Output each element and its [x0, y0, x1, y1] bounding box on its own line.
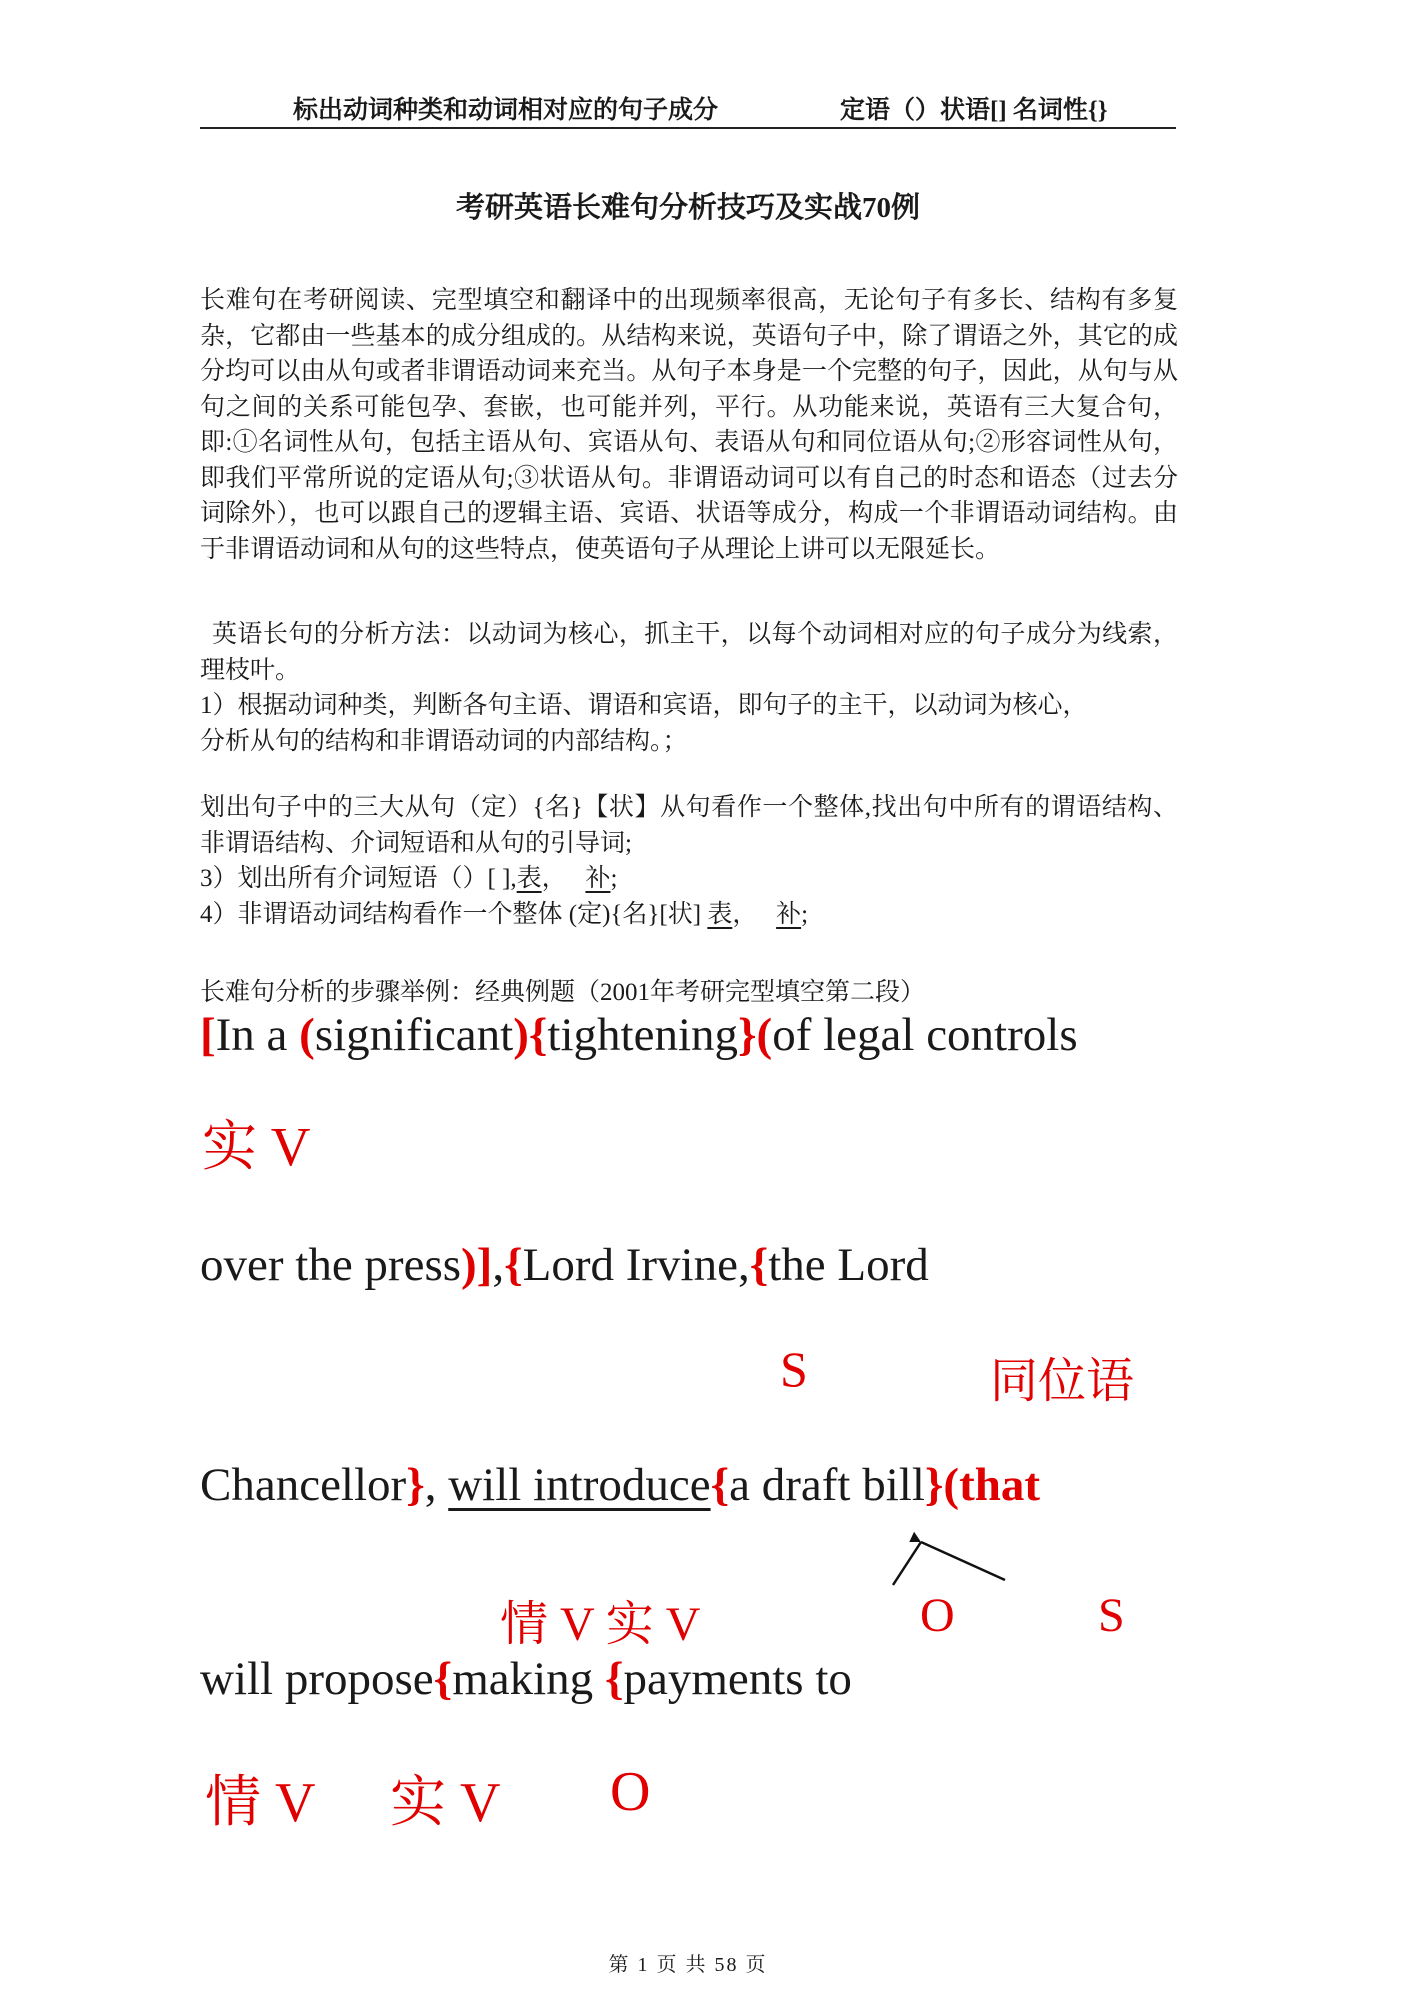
red-open-brace4: { — [710, 1459, 730, 1511]
example-sentence-line2 — [200, 1238, 929, 1292]
intro-paragraph: 长难句在考研阅读、完型填空和翻译中的出现频率很高，无论句子有多长、结构有多复杂，它都由一些基本的成分组成的。从结构来说，英语句子中，除了谓语之外，其它的成分均可以由从句或者非谓语动词来充当。从句子本身是一个完整的句子，因此，从句与从句之间的关系可能包孕、套嵌，也可能并列，平行。从功能来说，英语有三大复合句，即:①名词性从句，包括主语从句、宾语从句、表语从句和同位语从句;②形容词性从句，即我们平常所说的定语从句;③状语从句。非谓语动词可以有自己的时态和语态（过去分词除外），也可以跟自己的逻辑主语、宾语、状语等成分，构成一个非谓语动词结构。由于非谓语动词和从句的这些特点，使英语句子从理论上讲可以无限延长。 — [200, 287, 1178, 563]
text-in-a: In a — [215, 1009, 300, 1061]
red-open-paren: ( — [299, 1009, 315, 1061]
step4-biao-underlined: 表 — [707, 900, 733, 928]
annotation-qing-v: 情 V — [205, 1772, 316, 1834]
red-open-brace5: { — [433, 1653, 453, 1705]
method-step1-line2: 分析从句的结构和非谓语动词的内部结构。； — [200, 727, 688, 755]
red-close-brace2: } — [406, 1459, 425, 1511]
annotation-qing-v-shi-v: 情 V 实 V — [500, 1598, 701, 1651]
step3-biao-underlined: 表 — [516, 865, 542, 892]
header-right-text: 定语（）状语[] 名词性{} — [840, 97, 1108, 124]
method-step1-line1: 1）根据动词种类，判断各句主语、谓语和宾语，即句子的主干，以动词为核心， — [200, 692, 1088, 719]
step3-end: ; — [610, 865, 618, 892]
annotation-apposition: 同位语 — [990, 1355, 1135, 1408]
red-open-brace3: { — [749, 1239, 769, 1291]
text-lord-irvine: Lord Irvine, — [522, 1239, 750, 1291]
step3-prefix: 3）划出所有介词短语（）[ ], — [200, 865, 517, 892]
text-tightening: tightening — [547, 1009, 739, 1061]
annotation-shi-v: 实 V — [202, 1116, 311, 1177]
red-open-bracket: [ — [200, 1009, 216, 1061]
red-close-paren: ) — [513, 1009, 529, 1061]
step3-mid: ， — [541, 865, 586, 892]
text-of-legal-controls: of legal controls — [772, 1009, 1078, 1061]
text-comma-space: , — [424, 1459, 449, 1511]
text-chancellor: Chancellor — [200, 1459, 407, 1511]
example-sentence-line1 — [200, 1008, 1078, 1062]
clause-rule-text: 划出句子中的三大从句（定）{名}【状】从句看作一个整体,找出句中所有的谓语结构、非谓语结构、介词短语和从句的引导词; — [200, 794, 1178, 857]
step4-prefix: 4）非谓语动词结构看作一个整体 (定){名}[状] — [200, 900, 708, 928]
red-close-paren-bracket: )] — [461, 1239, 493, 1291]
text-making: making — [452, 1653, 605, 1705]
step4-end: ; — [801, 900, 809, 928]
annotation-object-o: O — [920, 1589, 955, 1642]
text-will-introduce-underlined: will introduce — [448, 1459, 711, 1511]
annotation-subject-s2: S — [1098, 1589, 1125, 1642]
rules-paragraph — [200, 790, 1178, 932]
pointer-arrow — [880, 1520, 1040, 1595]
step3-bu-underlined: 补 — [585, 865, 611, 892]
text-a-draft-bill: a draft bill — [729, 1459, 925, 1511]
header-rule — [200, 127, 1176, 129]
red-open-paren-that: (that — [943, 1459, 1041, 1511]
text-payments-to: payments to — [623, 1653, 852, 1705]
text-over-the-press: over the press — [200, 1239, 462, 1291]
red-open-paren2: ( — [756, 1009, 773, 1061]
method-paragraph — [200, 617, 1178, 759]
rule-step4 — [200, 897, 1178, 933]
page-title: 考研英语长难句分析技巧及实战70例 — [455, 192, 920, 224]
red-open-brace6: { — [604, 1653, 624, 1705]
red-open-brace2: { — [504, 1239, 523, 1291]
example-sentence-line3 — [200, 1458, 1040, 1512]
text-will-propose: will propose — [200, 1653, 434, 1705]
text-significant: significant — [314, 1009, 514, 1061]
method-line: 英语长句的分析方法：以动词为核心，抓主干，以每个动词相对应的句子成分为线索，理枝叶。 — [200, 621, 1178, 684]
rule-step3 — [200, 861, 1178, 897]
step4-bu-underlined: 补 — [776, 900, 802, 928]
text-the-lord: the Lord — [768, 1239, 929, 1291]
red-open-brace: { — [528, 1009, 548, 1061]
annotation-object-o2: O — [610, 1761, 651, 1823]
annotation-subject-s: S — [780, 1341, 808, 1397]
page-number-footer: 第 1 页 共 58 页 — [608, 1954, 768, 1976]
header-left-text: 标出动词种类和动词相对应的句子成分 — [293, 97, 719, 124]
annotation-shi-v2: 实 V — [390, 1772, 501, 1834]
red-close-brace: } — [738, 1009, 757, 1061]
example-heading: 长难句分析的步骤举例：经典例题（2001年考研完型填空第二段） — [200, 979, 926, 1006]
red-close-brace3: } — [924, 1459, 944, 1511]
example-sentence-line4 — [200, 1652, 852, 1706]
step4-mid: ， — [732, 900, 777, 928]
text-comma: , — [492, 1239, 505, 1291]
